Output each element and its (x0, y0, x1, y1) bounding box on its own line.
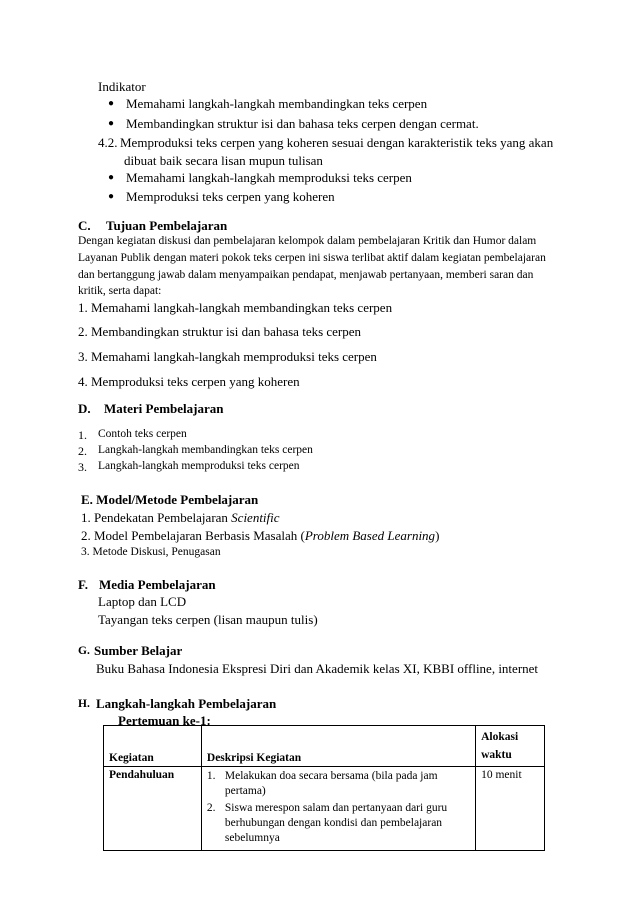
tujuan-para: Layanan Publik dengan materi pokok teks cerpen ini siswa terlibat aktif dalam kegiatan pembelajaran (78, 252, 546, 264)
model-item: 1. Pendekatan Pembelajaran Scientific (81, 510, 280, 525)
list-item: 2. Siswa merespon salam dan pertanyaan dari guru berhubungan dengan kondisi dan pembelajaran sebelumnya (206, 802, 448, 844)
materi-number: 3. (78, 460, 87, 474)
indikator-label: Indikator (98, 79, 146, 94)
langkah-table (103, 725, 545, 851)
indikator-item: Memahami langkah-langkah membandingkan teks cerpen (126, 96, 428, 111)
section-title: Media Pembelajaran (99, 577, 216, 592)
tujuan-para: Dengan kegiatan diskusi dan pembelajaran kelompok dalam pembelajaran Kritik dan Humor dalam (78, 235, 537, 247)
bullet-icon: ● (108, 98, 115, 109)
header-deskripsi: Deskripsi Kegiatan (201, 726, 475, 767)
tujuan-item: 3. Memahami langkah-langkah memproduksi teks cerpen (78, 349, 377, 364)
materi-number: 2. (78, 444, 87, 458)
tujuan-item: 1. Memahami langkah-langkah membandingkan teks cerpen (78, 300, 393, 315)
materi-item: Contoh teks cerpen (98, 428, 187, 440)
section-title: Sumber Belajar (94, 643, 183, 658)
indikator-sub-text: dibuat baik secara lisan mupun tulisan (124, 153, 323, 168)
indikator-item: Memahami langkah-langkah memproduksi teks cerpen (126, 170, 412, 185)
row-kegiatan: Pendahuluan (104, 767, 202, 851)
section-letter: C. (78, 218, 91, 233)
section-title: Materi Pembelajaran (104, 401, 224, 416)
tujuan-item: 4. Memproduksi teks cerpen yang koheren (78, 374, 300, 389)
section-title: Tujuan Pembelajaran (106, 218, 228, 233)
bullet-icon: ● (108, 191, 115, 202)
materi-item: Langkah-langkah memproduksi teks cerpen (98, 460, 300, 472)
row-deskripsi (201, 767, 475, 851)
model-item: 2. Model Pembelajaran Berbasis Masalah (Problem Based Learning) (81, 528, 440, 543)
tujuan-para: kritik, serta dapat: (78, 285, 162, 297)
list-item: 1. Melakukan doa secara bersama (bila pada jam pertama) (206, 770, 438, 797)
pertemuan-label: Pertemuan ke-1: (118, 713, 211, 728)
indikator-sub-number: 4.2. (98, 135, 118, 150)
bullet-icon: ● (108, 172, 115, 183)
tujuan-para: dan bertanggung jawab dalam menyampaikan pendapat, menjawab pertanyaan, memberi saran dan (78, 269, 534, 281)
bullet-icon: ● (108, 118, 115, 129)
section-title: E. Model/Metode Pembelajaran (81, 492, 259, 507)
media-item: Tayangan teks cerpen (lisan maupun tulis) (98, 612, 318, 627)
materi-item: Langkah-langkah membandingkan teks cerpen (98, 444, 313, 456)
materi-number: 1. (78, 428, 87, 442)
sumber-text: Buku Bahasa Indonesia Ekspresi Diri dan Akademik kelas XI, KBBI offline, internet (96, 661, 539, 676)
model-item: 3. Metode Diskusi, Penugasan (81, 546, 221, 558)
table-header-row (104, 726, 545, 767)
indikator-sub-text: Memproduksi teks cerpen yang koheren sesuai dengan karakteristik teks yang akan (120, 135, 554, 150)
header-alokasi: Alokasi waktu (476, 726, 545, 767)
section-letter: G. (78, 645, 90, 657)
indikator-item: Memproduksi teks cerpen yang koheren (126, 189, 335, 204)
header-kegiatan: Kegiatan (104, 726, 202, 767)
tujuan-item: 2. Membandingkan struktur isi dan bahasa teks cerpen (78, 324, 362, 339)
row-alokasi: 10 menit (476, 767, 545, 851)
indikator-item: Membandingkan struktur isi dan bahasa teks cerpen dengan cermat. (126, 116, 479, 131)
media-item: Laptop dan LCD (98, 594, 187, 609)
table-row (104, 767, 545, 851)
section-letter: H. (78, 698, 90, 710)
section-letter: F. (78, 577, 88, 592)
section-title: Langkah-langkah Pembelajaran (96, 696, 277, 711)
section-letter: D. (78, 401, 91, 416)
